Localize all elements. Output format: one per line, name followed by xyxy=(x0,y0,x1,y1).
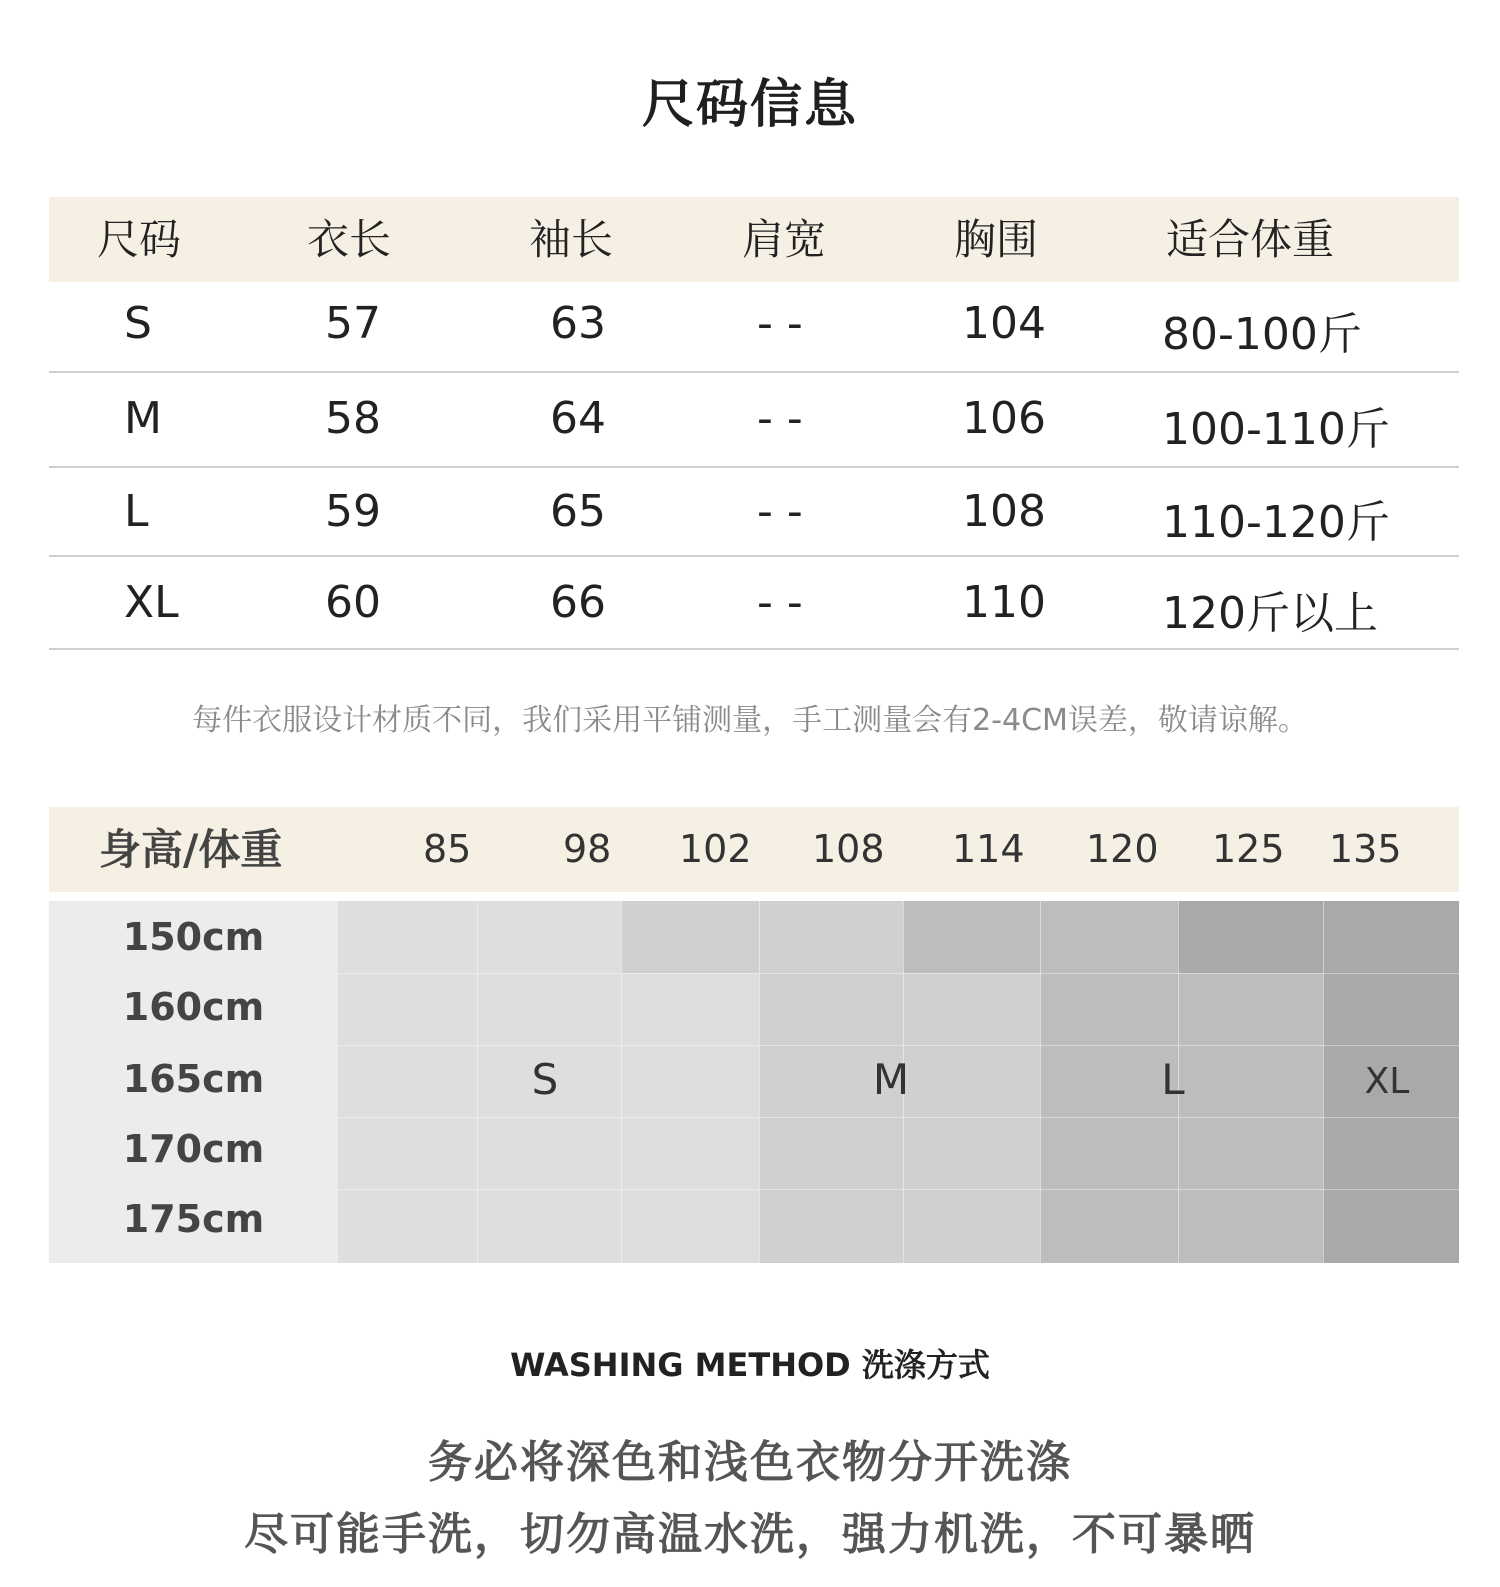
weight-label: 125 xyxy=(1212,827,1285,871)
table-row xyxy=(49,373,1459,468)
height-label: 150cm xyxy=(122,915,265,959)
header-length: 衣长 xyxy=(307,215,392,264)
height-label: 160cm xyxy=(122,985,265,1029)
size-chart-header xyxy=(49,807,1459,892)
zone-l xyxy=(1040,973,1323,1263)
size-chart-grid xyxy=(49,901,1459,1263)
weight-label: 114 xyxy=(952,827,1025,871)
cell-sleeve: 65 xyxy=(550,486,606,537)
table-row xyxy=(49,557,1459,650)
header-size: 尺码 xyxy=(97,215,182,264)
grid-line xyxy=(621,901,622,1263)
cell-sleeve: 66 xyxy=(550,577,606,628)
cell-shoulder: - - xyxy=(757,298,803,349)
header-sleeve: 袖长 xyxy=(529,215,614,264)
header-chest: 胸围 xyxy=(954,215,1039,264)
grid-line xyxy=(759,901,760,1263)
cell-length: 57 xyxy=(325,298,381,349)
zone-m-top xyxy=(621,901,903,973)
cell-weight: 120斤以上 xyxy=(1162,588,1378,639)
cell-sleeve: 63 xyxy=(550,298,606,349)
size-table xyxy=(49,197,1459,650)
page-title: 尺码信息 xyxy=(641,75,858,135)
cell-chest: 110 xyxy=(962,577,1046,628)
cell-size: L xyxy=(124,486,149,537)
weight-label: 85 xyxy=(423,827,472,871)
cell-shoulder: - - xyxy=(757,486,803,537)
weight-label: 108 xyxy=(812,827,885,871)
washing-line: 务必将深色和浅色衣物分开洗涤 xyxy=(428,1437,1072,1488)
header-weight: 适合体重 xyxy=(1166,215,1335,264)
cell-length: 60 xyxy=(325,577,381,628)
cell-sleeve: 64 xyxy=(550,393,606,444)
cell-weight: 100-110斤 xyxy=(1162,404,1390,455)
height-label: 175cm xyxy=(122,1197,265,1241)
weight-label: 102 xyxy=(679,827,752,871)
measurement-note: 每件衣服设计材质不同，我们采用平铺测量，手工测量会有2-4CM误差，敬请谅解。 xyxy=(192,703,1308,738)
grid-line xyxy=(477,901,478,1263)
grid-line xyxy=(338,1189,1459,1190)
weight-label: 98 xyxy=(563,827,612,871)
cell-shoulder: - - xyxy=(757,393,803,444)
cell-chest: 108 xyxy=(962,486,1046,537)
header-shoulder: 肩宽 xyxy=(742,215,827,264)
corner-label: 身高/体重 xyxy=(99,825,283,874)
size-zone-label: XL xyxy=(1364,1061,1410,1102)
table-row xyxy=(49,282,1459,373)
zone-m xyxy=(759,973,1040,1263)
washing-line: 尽可能手洗，切勿高温水洗，强力机洗，不可暴晒 xyxy=(244,1509,1256,1560)
weight-label: 135 xyxy=(1329,827,1402,871)
cell-chest: 106 xyxy=(962,393,1046,444)
cell-size: S xyxy=(124,298,152,349)
cell-length: 59 xyxy=(325,486,381,537)
grid-line xyxy=(1040,901,1041,1263)
grid-line xyxy=(338,1045,1459,1046)
size-zone-label: M xyxy=(872,1055,910,1104)
cell-length: 58 xyxy=(325,393,381,444)
grid-line xyxy=(1323,901,1324,1263)
cell-weight: 80-100斤 xyxy=(1162,309,1362,360)
cell-chest: 104 xyxy=(962,298,1046,349)
size-table-header xyxy=(49,197,1459,282)
zone-s xyxy=(338,901,621,1263)
cell-shoulder: - - xyxy=(757,577,803,628)
size-zone-label: S xyxy=(531,1055,559,1104)
weight-label: 120 xyxy=(1086,827,1159,871)
zone-xl-top xyxy=(1178,901,1459,973)
table-row xyxy=(49,468,1459,557)
grid-line xyxy=(338,1117,1459,1118)
cell-size: XL xyxy=(124,577,179,628)
cell-weight: 110-120斤 xyxy=(1162,497,1390,548)
height-label: 170cm xyxy=(122,1127,265,1171)
height-label: 165cm xyxy=(122,1057,265,1101)
zone-xl xyxy=(1323,973,1459,1263)
grid-line xyxy=(338,973,1459,974)
cell-size: M xyxy=(124,393,162,444)
size-zone-label: L xyxy=(1161,1055,1185,1104)
washing-title: WASHING METHOD 洗涤方式 xyxy=(510,1346,990,1384)
